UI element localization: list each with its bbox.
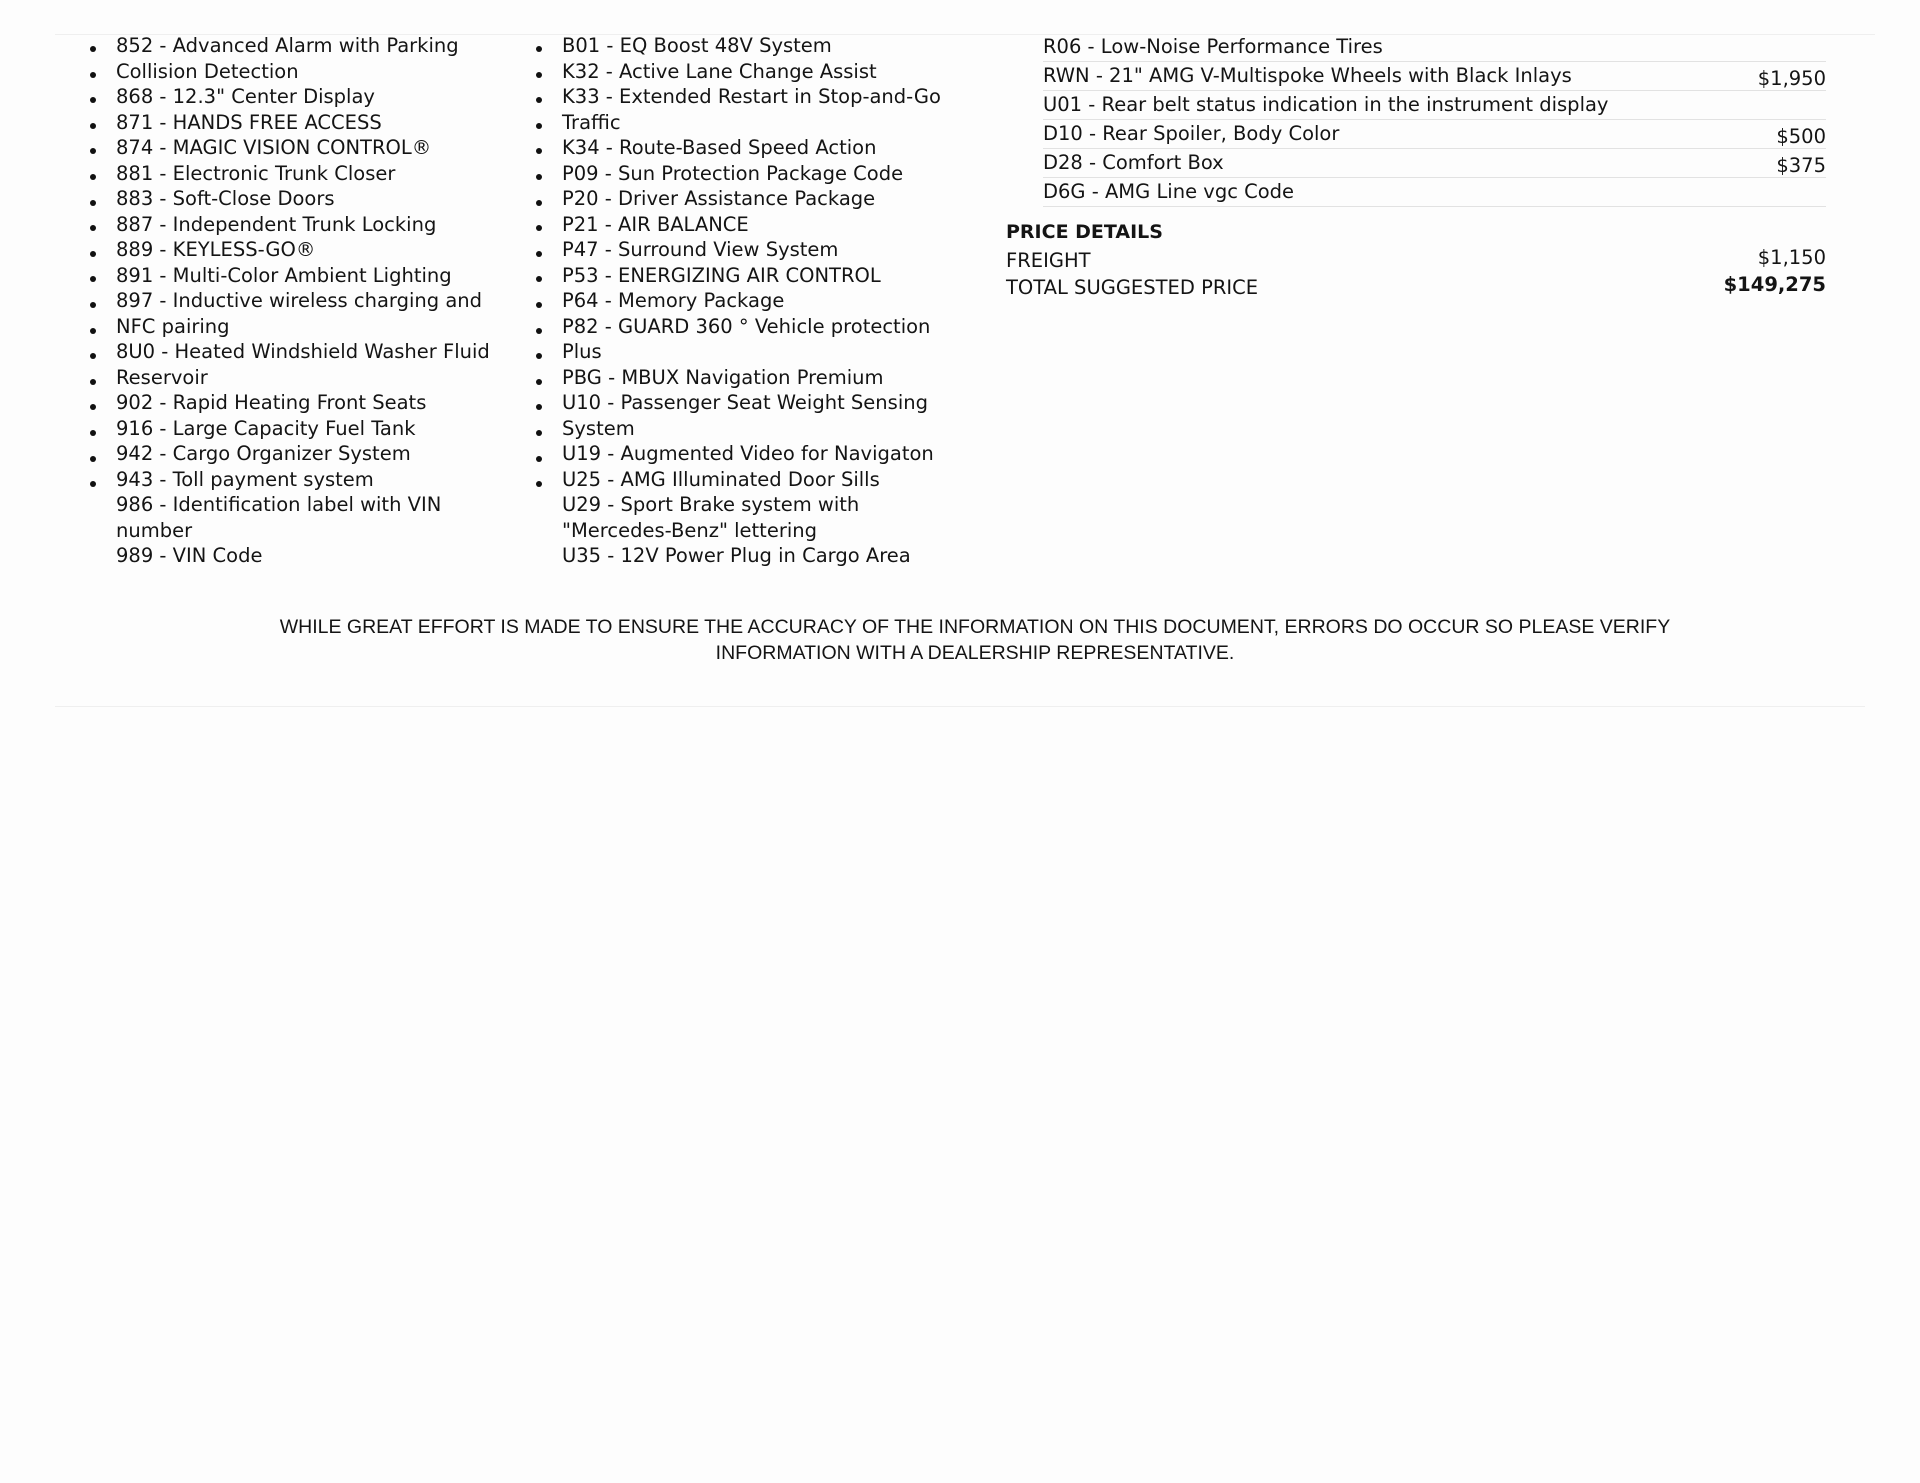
option-item: 852 - Advanced Alarm with Parking Collision Detection (116, 34, 459, 83)
bullet-marker (90, 123, 96, 129)
priced-option-price: $1,950 (1757, 67, 1826, 90)
bullet-marker (536, 404, 542, 410)
bullet-marker (90, 276, 96, 282)
bullet-marker (90, 148, 96, 154)
priced-option-row (1043, 62, 1826, 91)
bullet-marker (90, 251, 96, 257)
bullet-marker (90, 174, 96, 180)
priced-option-row (1043, 33, 1826, 62)
bullet-marker (90, 404, 96, 410)
option-item: U25 - AMG Illuminated Door Sills (562, 467, 880, 491)
bullet-marker (90, 353, 96, 359)
bullet-marker (536, 276, 542, 282)
bottom-divider (55, 706, 1865, 707)
option-item: 897 - Inductive wireless charging and NFC pairing (116, 289, 483, 338)
option-item: 943 - Toll payment system (116, 467, 374, 491)
bullet-marker (90, 46, 96, 52)
option-item: 883 - Soft-Close Doors (116, 187, 335, 210)
bullet-marker (536, 174, 542, 180)
bullet-marker (90, 430, 96, 436)
priced-option-label: D28 - Comfort Box (1043, 151, 1224, 174)
bullet-marker (536, 200, 542, 206)
bullet-marker (536, 379, 542, 385)
disclaimer-line-2: INFORMATION WITH A DEALERSHIP REPRESENTATIVE. (715, 642, 1235, 664)
bullet-marker (536, 456, 542, 462)
bullet-marker (90, 200, 96, 206)
priced-option-row (1043, 149, 1826, 178)
total-price-value: $149,275 (1723, 273, 1826, 296)
priced-option-row (1043, 178, 1826, 207)
options-list-middle (562, 33, 962, 569)
option-item: 874 - MAGIC VISION CONTROL® (116, 136, 432, 159)
priced-option-row (1043, 91, 1826, 120)
option-item: 986 - Identification label with VIN number (116, 493, 442, 542)
bullet-marker (90, 72, 96, 78)
bullet-marker (536, 97, 542, 103)
option-item: 902 - Rapid Heating Front Seats (116, 391, 427, 414)
option-item: U19 - Augmented Video for Navigaton (562, 442, 934, 465)
option-item: 871 - HANDS FREE ACCESS (116, 110, 382, 134)
option-item: P09 - Sun Protection Package Code (562, 161, 904, 185)
priced-option-label: D10 - Rear Spoiler, Body Color (1043, 122, 1340, 145)
bullet-marker (536, 430, 542, 436)
bullet-marker (536, 72, 542, 78)
total-price-label: TOTAL SUGGESTED PRICE (1006, 276, 1259, 299)
option-item: K32 - Active Lane Change Assist (562, 59, 877, 83)
option-item: 942 - Cargo Organizer System (116, 442, 411, 465)
freight-label: FREIGHT (1006, 249, 1091, 272)
bullet-marker (536, 481, 542, 487)
option-item: 891 - Multi-Color Ambient Lighting (116, 263, 452, 287)
bullet-marker (90, 97, 96, 103)
freight-row (1006, 245, 1826, 272)
bullet-marker (90, 481, 96, 487)
option-item: 8U0 - Heated Windshield Washer Fluid Reservoir (116, 340, 490, 389)
priced-option-price: $375 (1776, 154, 1826, 177)
priced-option-row (1043, 120, 1826, 149)
option-item: B01 - EQ Boost 48V System (562, 34, 832, 57)
priced-option-label: D6G - AMG Line vgc Code (1043, 180, 1295, 203)
bullet-marker (90, 328, 96, 334)
option-item: 916 - Large Capacity Fuel Tank (116, 416, 416, 440)
priced-options-list (1006, 33, 1826, 207)
option-item: U10 - Passenger Seat Weight Sensing System (562, 391, 928, 440)
priced-option-label: R06 - Low-Noise Performance Tires (1043, 35, 1383, 58)
option-item: K33 - Extended Restart in Stop-and-Go Traffic (562, 85, 941, 134)
option-item: P82 - GUARD 360 ° Vehicle protection Plus (562, 314, 931, 363)
bullet-marker (536, 328, 542, 334)
option-item: P47 - Surround View System (562, 238, 839, 261)
option-item: PBG - MBUX Navigation Premium (562, 365, 884, 389)
priced-options-panel (1006, 33, 1826, 299)
total-price-row (1006, 272, 1826, 299)
bullet-marker (536, 123, 542, 129)
option-item: 889 - KEYLESS-GO® (116, 238, 316, 261)
option-item: P64 - Memory Package (562, 289, 785, 312)
option-item: P21 - AIR BALANCE (562, 212, 749, 236)
options-list-left (116, 33, 516, 569)
option-item: P20 - Driver Assistance Package (562, 187, 876, 210)
option-item: U35 - 12V Power Plug in Cargo Area (562, 544, 911, 567)
option-item: 881 - Electronic Trunk Closer (116, 161, 396, 185)
priced-option-label: U01 - Rear belt status indication in the instrument display (1043, 93, 1609, 116)
option-item: 887 - Independent Trunk Locking (116, 212, 437, 236)
option-item: K34 - Route-Based Speed Action (562, 136, 877, 159)
price-details-title: PRICE DETAILS (1006, 221, 1163, 243)
disclaimer (0, 614, 1920, 666)
option-item: 989 - VIN Code (116, 544, 263, 567)
bullet-marker (536, 148, 542, 154)
bullet-marker (90, 225, 96, 231)
bullet-marker (90, 456, 96, 462)
option-item: P53 - ENERGIZING AIR CONTROL (562, 263, 881, 287)
option-item: U29 - Sport Brake system with "Mercedes-Benz" lettering (562, 493, 860, 542)
freight-value: $1,150 (1757, 246, 1826, 269)
bullet-marker (536, 302, 542, 308)
bullet-marker (90, 302, 96, 308)
priced-option-price: $500 (1776, 125, 1826, 148)
bullet-marker (536, 225, 542, 231)
option-item: 868 - 12.3" Center Display (116, 85, 375, 108)
priced-option-label: RWN - 21" AMG V-Multispoke Wheels with Black Inlays (1043, 64, 1572, 87)
bullet-marker (536, 251, 542, 257)
bullet-marker (536, 46, 542, 52)
bullet-marker (90, 379, 96, 385)
disclaimer-line-1: WHILE GREAT EFFORT IS MADE TO ENSURE THE ACCURACY OF THE INFORMATION ON THIS DOCUMENT, ERRORS DO OCCUR SO PLEASE VERIFY (279, 616, 1671, 638)
bullet-marker (536, 353, 542, 359)
